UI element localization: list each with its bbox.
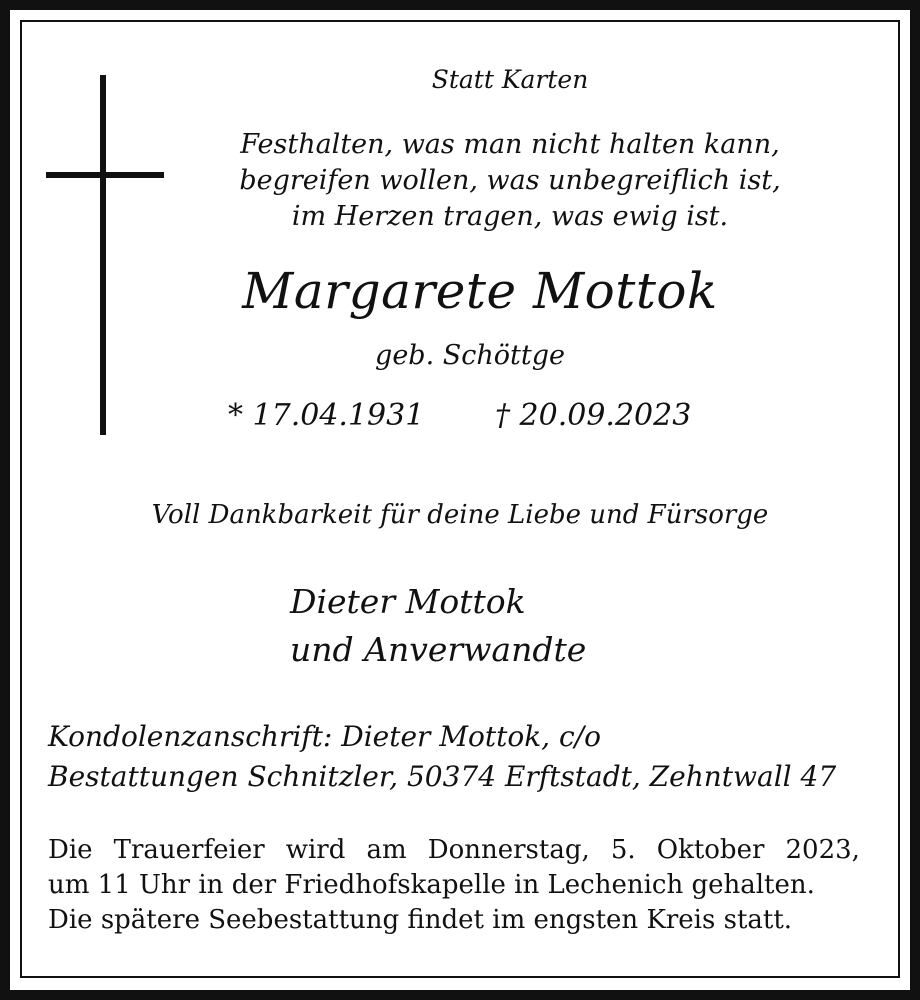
quote-line-2: begreifen wollen, was unbegreiflich ist, (239, 165, 781, 196)
address-line-1: Kondolenzanschrift: Dieter Mottok, c/o (48, 720, 601, 753)
death-date: † 20.09.2023 (495, 398, 692, 433)
ceremony-line-2: um 11 Uhr in der Friedhofskapelle in Lechenich gehalten. (48, 870, 815, 900)
birth-name: geb. Schöttge (375, 340, 565, 371)
address-line-2: Bestattungen Schnitzler, 50374 Erftstadt, Zehntwall 47 (48, 760, 837, 793)
ceremony-word: 2023, (785, 835, 860, 865)
ceremony-word: am (366, 835, 407, 865)
cross-horizontal-bar (46, 172, 164, 178)
ceremony-line-3: Die spätere Seebestattung findet im engsten Kreis statt. (48, 905, 793, 935)
family-line-2: und Anverwandte (290, 630, 587, 669)
cross-vertical-bar (100, 75, 106, 435)
ceremony-word: Donnerstag, (427, 835, 590, 865)
ceremony-word: Trauerfeier (113, 835, 265, 865)
thanks-text: Voll Dankbarkeit für deine Liebe und Fürsorge (151, 500, 769, 530)
intro-text: Statt Karten (431, 65, 589, 94)
quote-line-3: im Herzen tragen, was ewig ist. (291, 201, 729, 232)
ceremony-word: Oktober (656, 835, 765, 865)
family-line-1: Dieter Mottok (290, 582, 526, 621)
birth-date: * 17.04.1931 (228, 398, 425, 433)
ceremony-word: Die (48, 835, 93, 865)
ceremony-line-1-text (48, 835, 860, 865)
ceremony-line-1 (48, 835, 860, 865)
ceremony-word: 5. (610, 835, 636, 865)
quote-line-1: Festhalten, was man nicht halten kann, (240, 129, 780, 160)
deceased-name: Margarete Mottok (242, 262, 718, 320)
ceremony-word: wird (285, 835, 346, 865)
cross-icon (46, 75, 164, 435)
